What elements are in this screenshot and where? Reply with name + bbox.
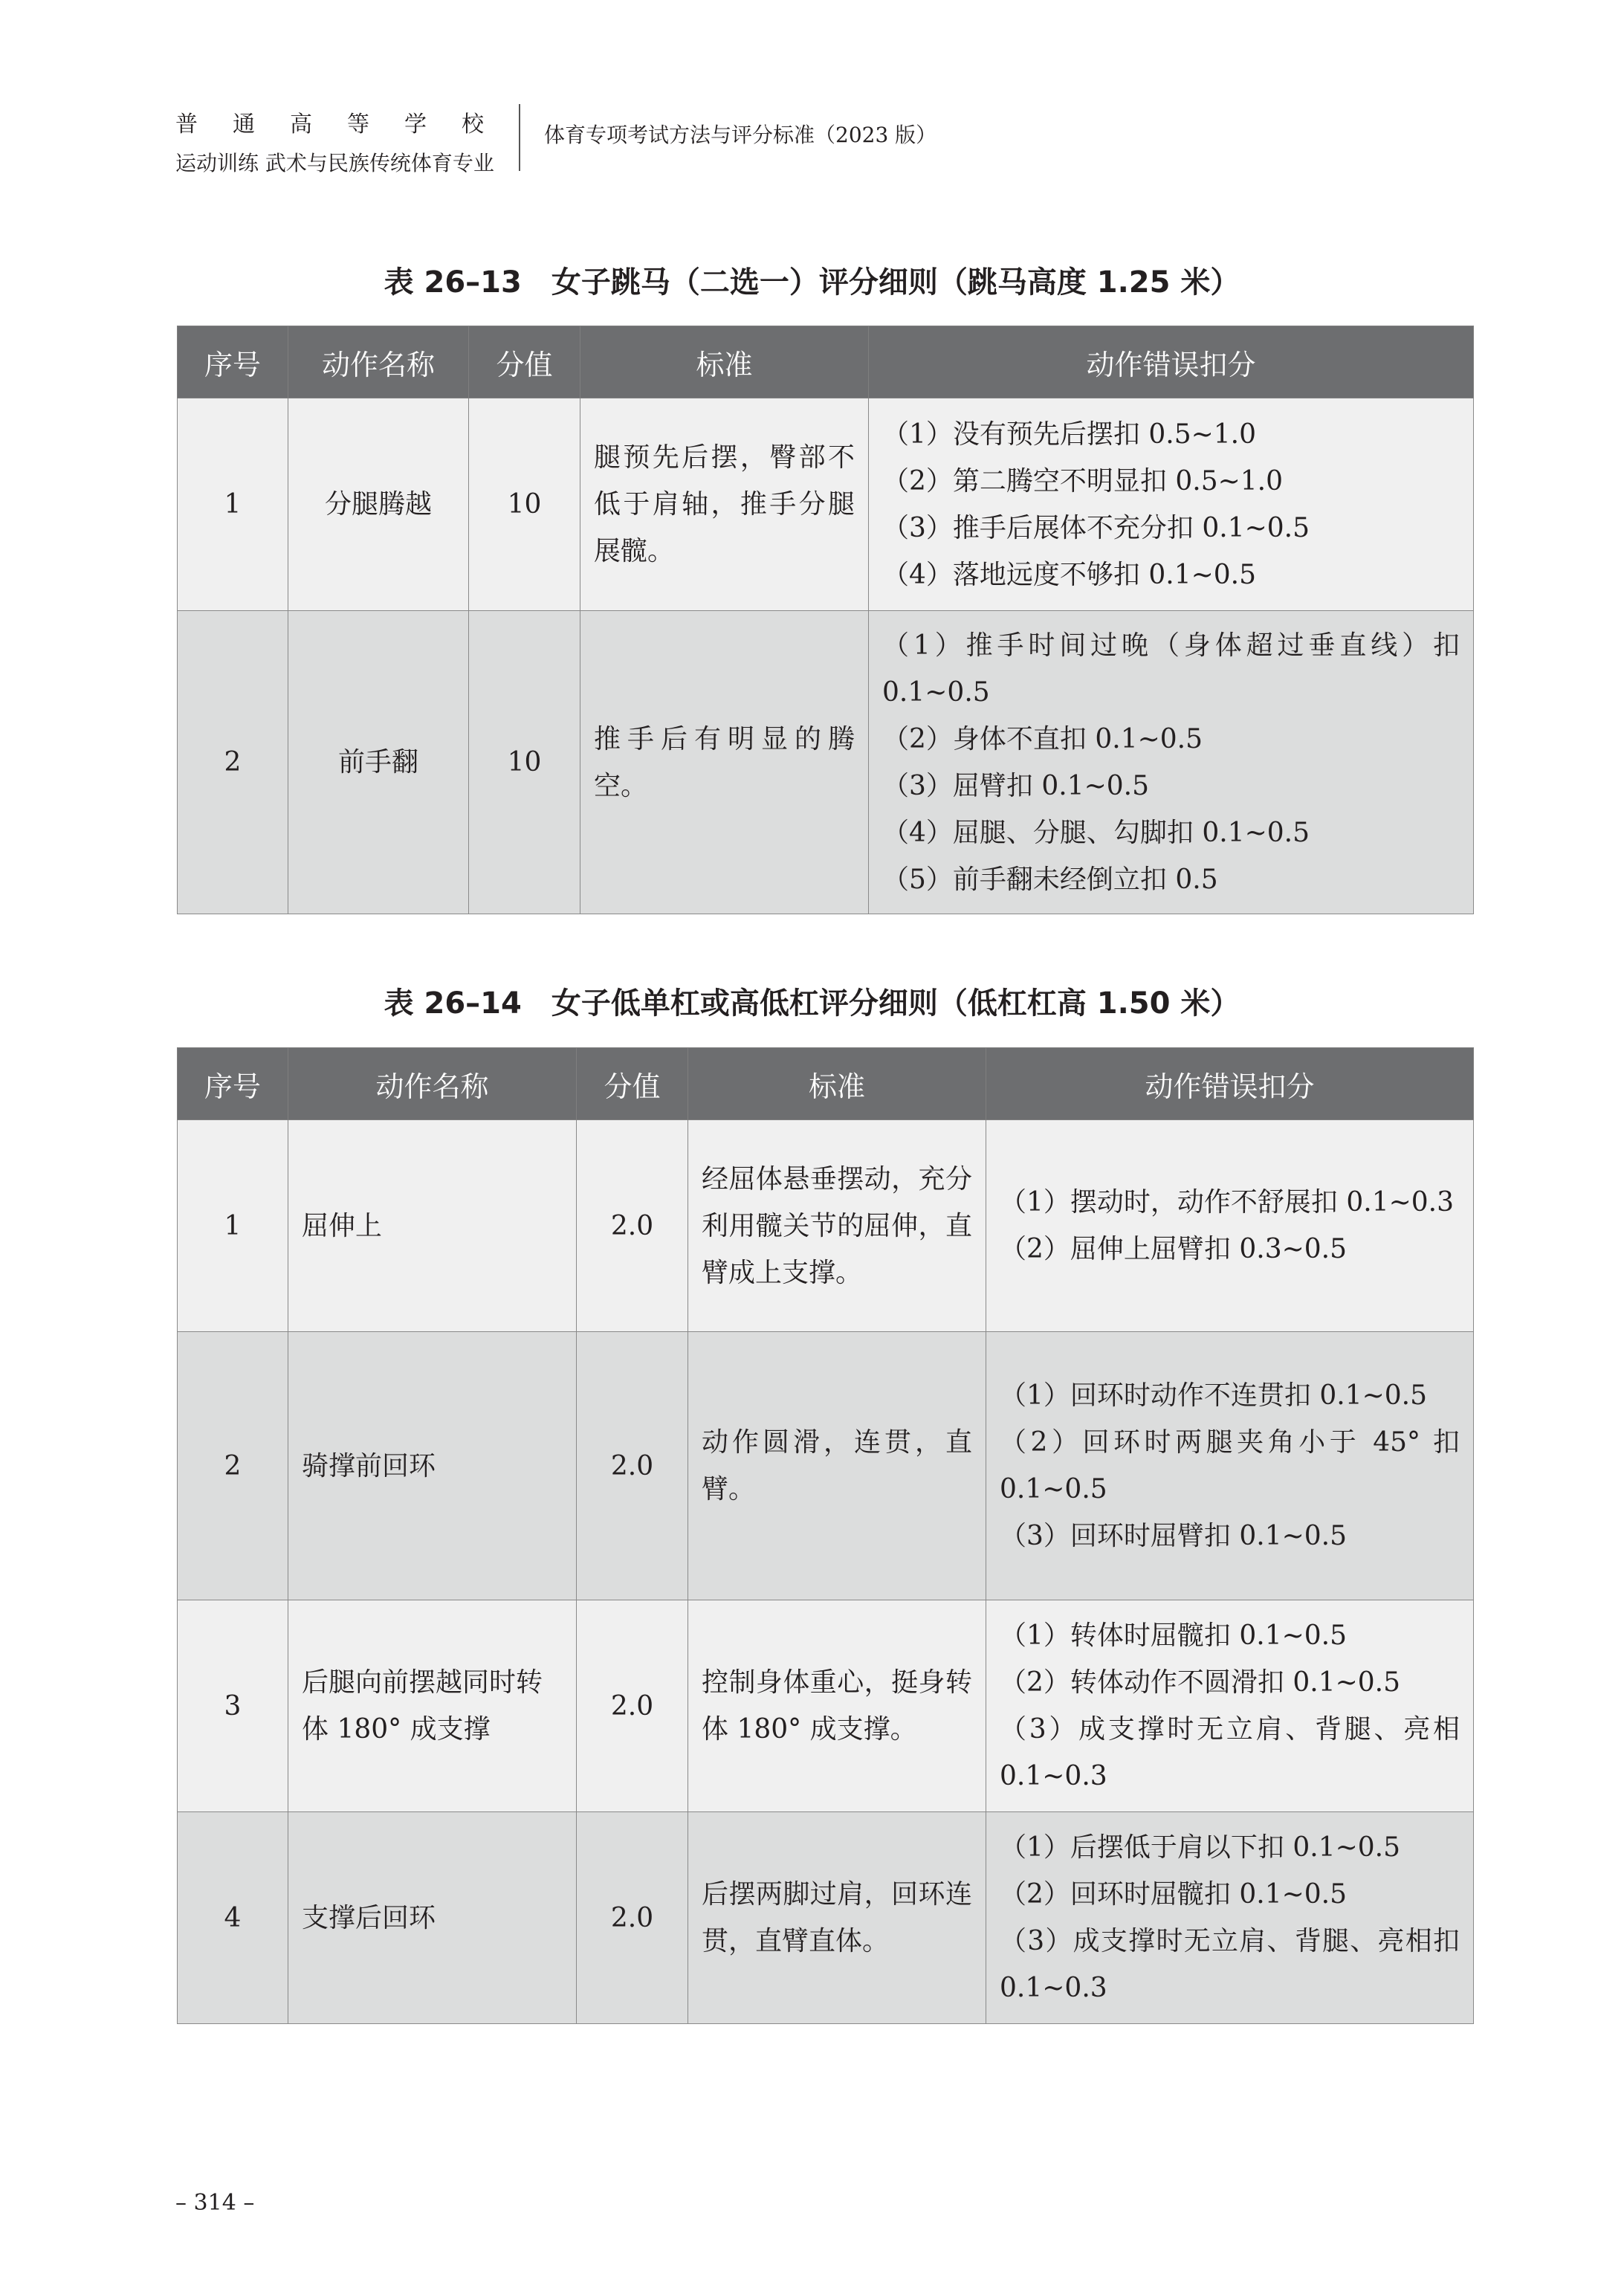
error-item: （2）回环时两腿夹角小于 45° 扣 0.1~0.5: [1000, 1427, 1460, 1504]
row-no: 4: [178, 1812, 288, 2024]
table-row: [178, 1332, 1474, 1600]
table1-title: 表 26–13 女子跳马（二选一）评分细则（跳马高度 1.25 米）: [384, 265, 1240, 300]
row-errors: [986, 1600, 1474, 1812]
table2-col-no: 序号: [178, 1048, 288, 1120]
error-item: （1）摆动时，动作不舒展扣 0.1~0.3: [1000, 1187, 1455, 1218]
error-item: （1）推手时间过晚（身体超过垂直线）扣 0.1~0.5: [882, 630, 1460, 708]
error-item: （3）屈臂扣 0.1~0.5: [882, 770, 1150, 801]
row-score: 2.0: [577, 1120, 688, 1332]
row-score: 10: [469, 611, 580, 914]
row-name: 骑撑前回环: [288, 1332, 577, 1600]
row-name: 前手翻: [288, 611, 469, 914]
row-score: 2.0: [577, 1812, 688, 2024]
row-errors: [986, 1812, 1474, 2024]
error-item: （3）推手后展体不充分扣 0.1~0.5: [882, 512, 1310, 543]
error-item: （5）前手翻未经倒立扣 0.5: [882, 864, 1218, 895]
row-name: 屈伸上: [288, 1120, 577, 1332]
table1-col-no: 序号: [178, 326, 288, 398]
row-no: 2: [178, 611, 288, 914]
error-item: （4）屈腿、分腿、勾脚扣 0.1~0.5: [882, 817, 1310, 848]
table2: [177, 1047, 1474, 2024]
table1-header-row: [178, 326, 1474, 398]
row-name: 分腿腾越: [288, 398, 469, 611]
row-no: 1: [178, 398, 288, 611]
table1-col-name: 动作名称: [288, 326, 469, 398]
table1-col-errors: 动作错误扣分: [869, 326, 1474, 398]
table2-col-name: 动作名称: [288, 1048, 577, 1120]
row-score: 10: [469, 398, 580, 611]
error-item: （3）成支撑时无立肩、背腿、亮相 0.1~0.3: [1000, 1714, 1460, 1791]
row-errors: [986, 1332, 1474, 1600]
table2-col-errors: 动作错误扣分: [986, 1048, 1474, 1120]
row-name: 后腿向前摆越同时转体 180° 成支撑: [288, 1600, 577, 1812]
table-row: [178, 398, 1474, 611]
table1-col-score: 分值: [469, 326, 580, 398]
table-row: [178, 1120, 1474, 1332]
row-errors: [869, 611, 1474, 914]
error-item: （3）成支撑时无立肩、背腿、亮相扣 0.1~0.3: [1000, 1926, 1460, 2003]
row-standard: 控制身体重心，挺身转体 180° 成支撑。: [688, 1600, 986, 1812]
error-item: （2）身体不直扣 0.1~0.5: [882, 723, 1203, 754]
table-row: [178, 1812, 1474, 2024]
table1-col-standard: 标准: [580, 326, 869, 398]
table-row: [178, 611, 1474, 914]
table2-col-standard: 标准: [688, 1048, 986, 1120]
table-row: [178, 1600, 1474, 1812]
error-item: （1）转体时屈髋扣 0.1~0.5: [1000, 1620, 1348, 1651]
table2-header-row: [178, 1048, 1474, 1120]
row-no: 2: [178, 1332, 288, 1600]
error-item: （2）屈伸上屈臂扣 0.3~0.5: [1000, 1234, 1348, 1264]
error-item: （3）回环时屈臂扣 0.1~0.5: [1000, 1521, 1348, 1551]
header-book-title: 体育专项考试方法与评分标准（2023 版）: [544, 123, 937, 147]
error-item: （1）后摆低于肩以下扣 0.1~0.5: [1000, 1832, 1401, 1863]
row-standard: 后摆两脚过肩，回环连贯，直臂直体。: [688, 1812, 986, 2024]
error-item: （2）转体动作不圆滑扣 0.1~0.5: [1000, 1667, 1401, 1698]
table2-col-score: 分值: [577, 1048, 688, 1120]
row-standard: 经屈体悬垂摆动，充分利用髋关节的屈伸，直臂成上支撑。: [688, 1120, 986, 1332]
row-errors: [986, 1120, 1474, 1332]
row-score: 2.0: [577, 1600, 688, 1812]
error-item: （2）回环时屈髋扣 0.1~0.5: [1000, 1879, 1348, 1910]
header-major: 运动训练 武术与民族传统体育专业: [175, 151, 494, 175]
header-series-title: 普通高等学校: [175, 111, 519, 138]
row-no: 3: [178, 1600, 288, 1812]
row-standard: 腿预先后摆，臀部不低于肩轴，推手分腿展髋。: [580, 398, 869, 611]
row-standard: 动作圆滑，连贯，直臂。: [688, 1332, 986, 1600]
table1: [177, 326, 1474, 914]
error-item: （1）没有预先后摆扣 0.5~1.0: [882, 418, 1257, 450]
running-header-left: [175, 111, 519, 177]
row-standard: 推手后有明显的腾空。: [580, 611, 869, 914]
error-item: （4）落地远度不够扣 0.1~0.5: [882, 559, 1257, 590]
row-name: 支撑后回环: [288, 1812, 577, 2024]
row-errors: [869, 398, 1474, 611]
page-number: – 314 –: [175, 2190, 255, 2216]
error-item: （1）回环时动作不连贯扣 0.1~0.5: [1000, 1380, 1428, 1411]
row-score: 2.0: [577, 1332, 688, 1600]
error-item: （2）第二腾空不明显扣 0.5~1.0: [882, 465, 1284, 497]
row-no: 1: [178, 1120, 288, 1332]
header-divider: [519, 104, 520, 171]
table2-title: 表 26–14 女子低单杠或高低杠评分细则（低杠杠高 1.50 米）: [384, 986, 1240, 1021]
